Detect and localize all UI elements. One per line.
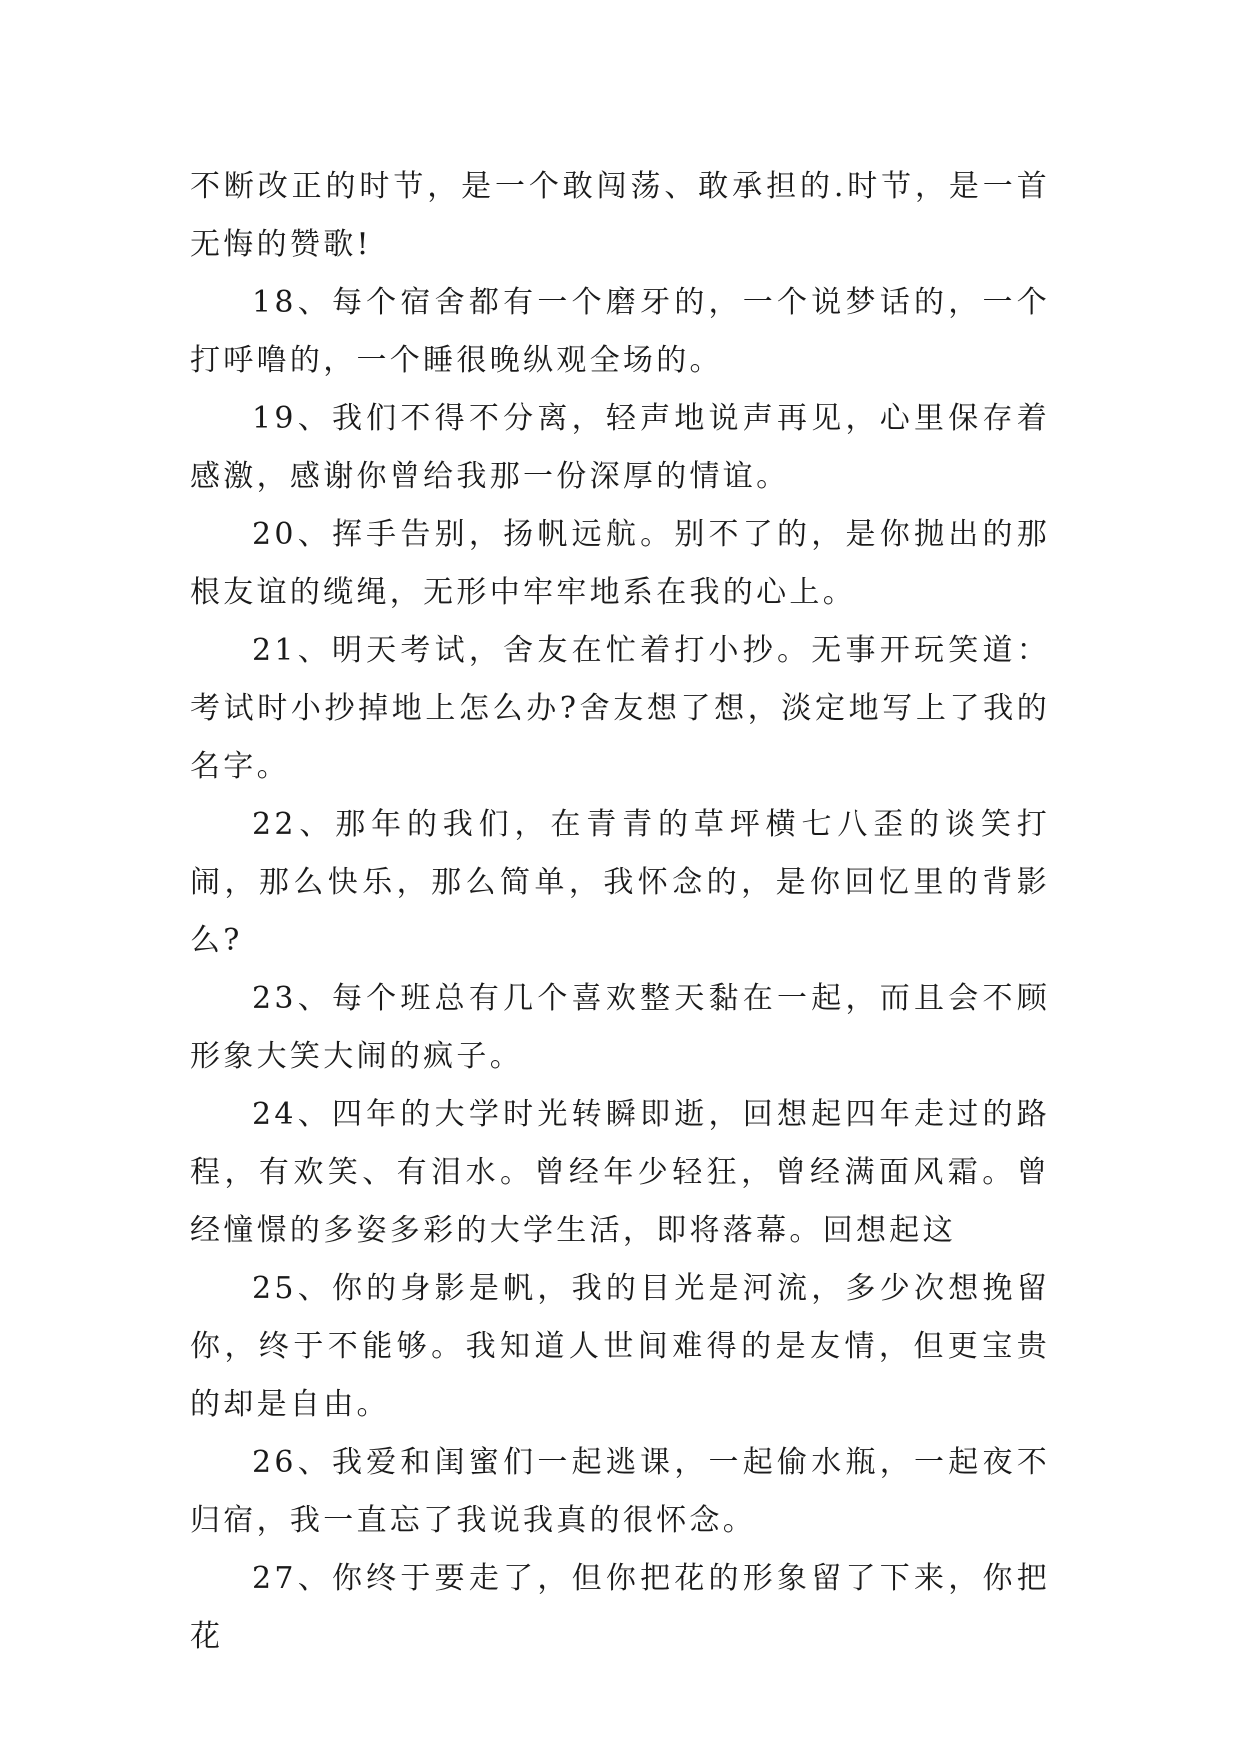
paragraph-continuation: 不断改正的时节，是一个敢闯荡、敢承担的.时节，是一首无悔的赞歌!	[190, 169, 1050, 262]
paragraph-25: 25、你的身影是帆，我的目光是河流，多少次想挽留你，终于不能够。我知道人世间难得的是友情，但更宝贵的却是自由。	[190, 1271, 1050, 1422]
paragraph-23: 23、每个班总有几个喜欢整天黏在一起，而且会不顾形象大笑大闹的疯子。	[190, 981, 1050, 1074]
paragraph-26: 26、我爱和闺蜜们一起逃课，一起偷水瓶，一起夜不归宿，我一直忘了我说我真的很怀念。	[190, 1445, 1050, 1538]
paragraph-19: 19、我们不得不分离，轻声地说声再见，心里保存着感激，感谢你曾给我那一份深厚的情谊。	[190, 401, 1050, 494]
paragraph-21: 21、明天考试，舍友在忙着打小抄。无事开玩笑道：考试时小抄掉地上怎么办?舍友想了想，淡定地写上了我的名字。	[190, 633, 1050, 784]
document-body	[190, 158, 1050, 1666]
paragraph-18: 18、每个宿舍都有一个磨牙的，一个说梦话的，一个打呼噜的，一个睡很晚纵观全场的。	[190, 285, 1050, 378]
paragraph-27: 27、你终于要走了，但你把花的形象留了下来，你把花	[190, 1561, 1050, 1654]
paragraph-20: 20、挥手告别，扬帆远航。别不了的，是你抛出的那根友谊的缆绳，无形中牢牢地系在我的心上。	[190, 517, 1050, 610]
paragraph-24: 24、四年的大学时光转瞬即逝，回想起四年走过的路程，有欢笑、有泪水。曾经年少轻狂，曾经满面风霜。曾经憧憬的多姿多彩的大学生活，即将落幕。回想起这	[190, 1097, 1050, 1248]
paragraph-22: 22、那年的我们，在青青的草坪横七八歪的谈笑打闹，那么快乐，那么简单，我怀念的，是你回忆里的背影么?	[190, 807, 1050, 958]
